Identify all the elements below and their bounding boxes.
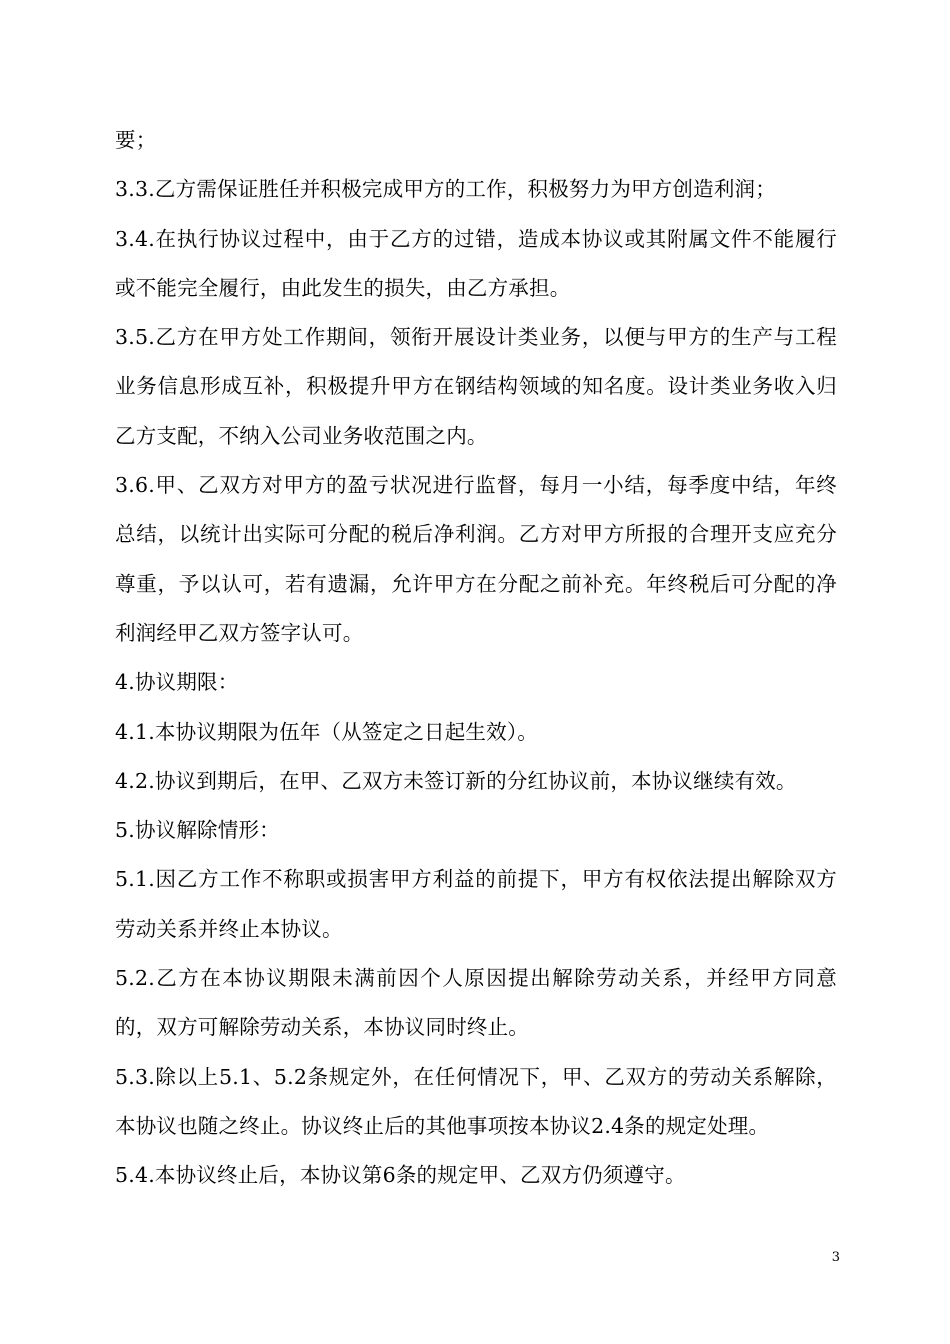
clause-5-3: 5.3.除以上5.1、5.2条规定外，在任何情况下，甲、乙双方的劳动关系解除，本协议也随之终止。协议终止后的其他事项按本协议2.4条的规定处理。	[115, 1064, 837, 1138]
section-4-heading: 4.协议期限：	[115, 670, 239, 695]
section-5-heading: 5.协议解除情形：	[115, 818, 280, 843]
clause-5-2: 5.2.乙方在本协议期限未满前因个人原因提出解除劳动关系，并经甲方同意的，双方可解除劳动关系，本协议同时终止。	[115, 966, 837, 1040]
document-body	[115, 116, 837, 1201]
clause-4-1: 4.1.本协议期限为伍年（从签定之日起生效）。	[115, 719, 538, 744]
clause-3-4: 3.4.在执行协议过程中，由于乙方的过错，造成本协议或其附属文件不能履行或不能完全履行，由此发生的损失，由乙方承担。	[115, 226, 837, 300]
clause-3-3: 3.3.乙方需保证胜任并积极完成甲方的工作，积极努力为甲方创造利润；	[115, 177, 776, 202]
clause-3-6: 3.6.甲、乙双方对甲方的盈亏状况进行监督，每月一小结，每季度中结，年终总结，以统计出实际可分配的税后净利润。乙方对甲方所报的合理开支应充分尊重，予以认可，若有遗漏，允许甲方在分配之前补充。年终税后可分配的净利润经甲乙双方签字认可。	[115, 473, 837, 645]
clause-3-5: 3.5.乙方在甲方处工作期间，领衔开展设计类业务，以便与甲方的生产与工程业务信息形成互补，积极提升甲方在钢结构领域的知名度。设计类业务收入归乙方支配，不纳入公司业务收范围之内。	[115, 325, 837, 448]
clause-5-4: 5.4.本协议终止后，本协议第6条的规定甲、乙双方仍须遵守。	[115, 1163, 686, 1188]
clause-4-2: 4.2.协议到期后，在甲、乙双方未签订新的分红协议前，本协议继续有效。	[115, 768, 797, 793]
paragraph-continuation: 要；	[115, 128, 157, 152]
page-number: 3	[831, 1250, 840, 1265]
clause-5-1: 5.1.因乙方工作不称职或损害甲方利益的前提下，甲方有权依法提出解除双方劳动关系并终止本协议。	[115, 867, 837, 941]
